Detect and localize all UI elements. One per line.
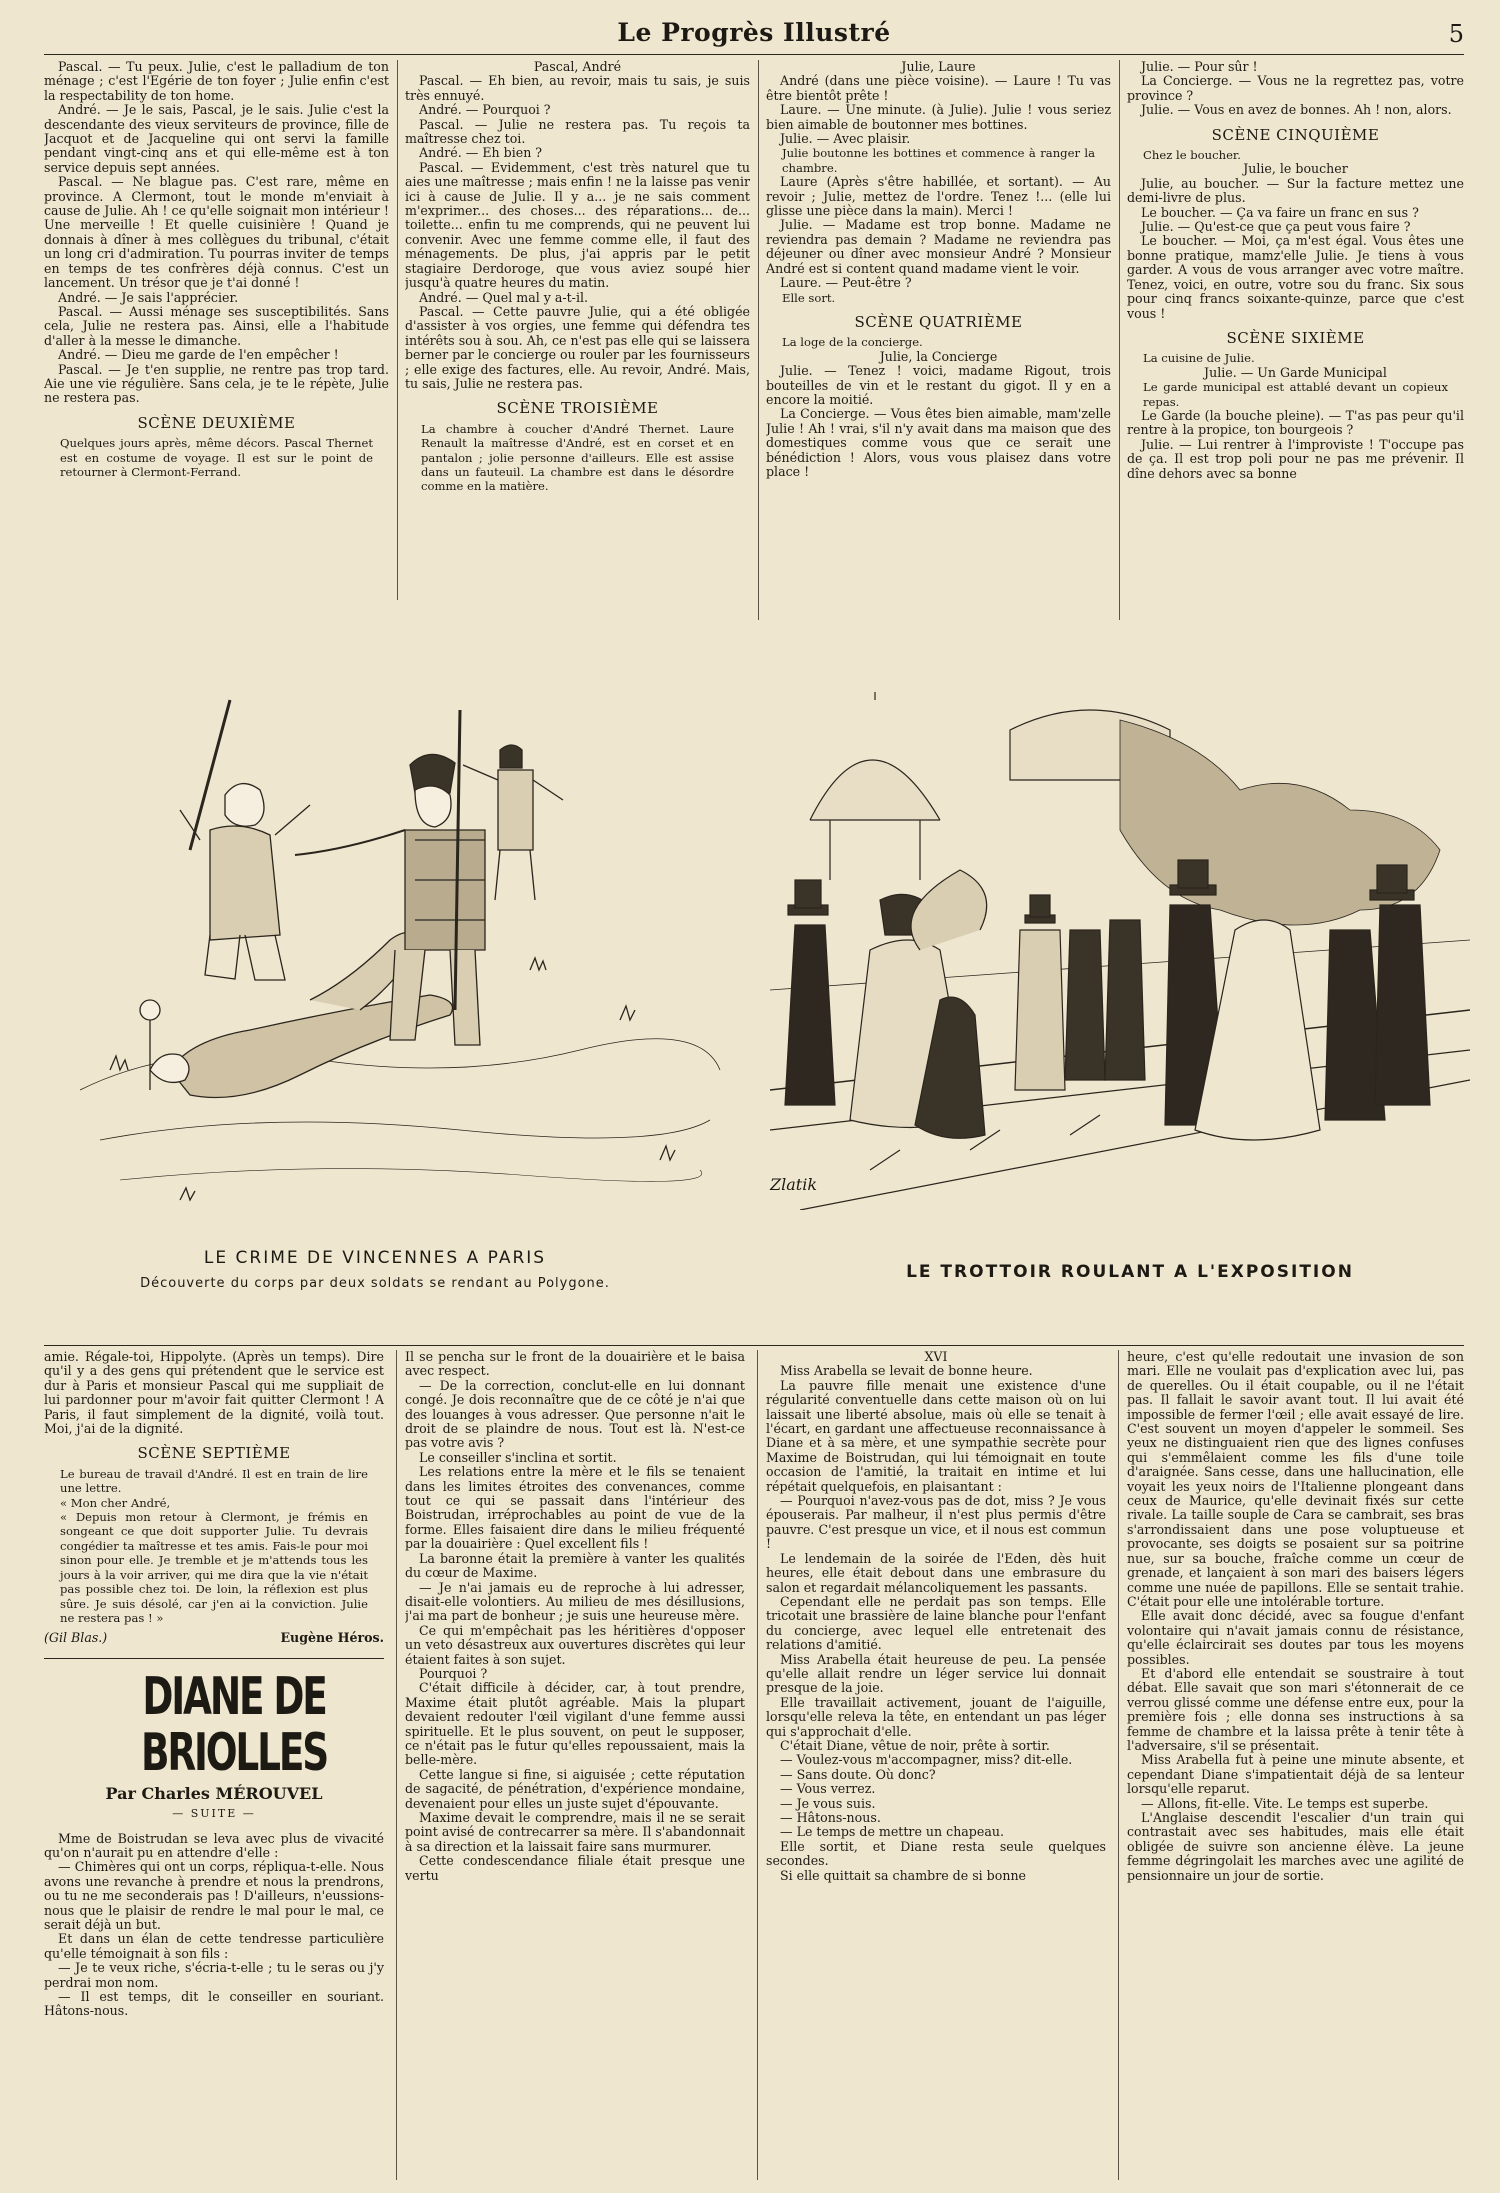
paragraph: La pauvre fille menait une existence d'une régularité conventuelle dans cette maison où on lui laissait une liberté absolue, mais où elle se tenait à l'écart, en gardant une affectueuse reconnaissance à Diane et à sa mère, et une sympathie secrète pour Maxime de Boistrudan, qui lui témoignait en toute occasion de l'amitié, la traitait en intime et lui répétait quelquefois, en plaisantant :: [766, 1377, 1106, 1494]
paragraph: Maxime devait le comprendre, mais il ne se serait point avisé de contrecarrer sa mère. Il s'abandonnait à sa direction et la laissait faire sans murmurer.: [405, 1810, 745, 1854]
paragraph: Pascal. — Julie ne restera pas. Tu reçois ta maîtresse chez toi.: [405, 116, 750, 147]
paragraph: C'était Diane, vêtue de noir, prête à sortir.: [780, 1737, 1050, 1753]
play-ending: [44, 1350, 384, 1625]
paragraph: heure, c'est qu'elle redoutait une invasion de son mari. Elle ne voulait pas d'explication avec lui, pas de querelles. Ou il était coupable, ou il ne l'était pas. Il fallait le savoir avant tout. Il lui avait été impossible de fermer l'œil ; elle avait essayé de lire. C'est souvent un moyen d'appeler le sommeil. Ses yeux ne distinguaient rien que des lignes confuses qui s'emmêlaient comme les fils d'une toile d'araignée. Sans cesse, dans une hallucination, elle voyait les yeux noirs de l'Italienne plongeant dans ceux de Maurice, qu'elle devinait fixés sur cette rivale. La taille souple de Cara se cambrait, ses bras s'arrondissaient dans une pose voluptueuse et provocante, ses doigts se posaient sur sa poitrine nue, sur sa bouche, fraîche comme un cœur de grenade, et lançaient à son mari des baisers légers comme une nuée de papillons. Elle se sentait trahie. C'était pour elle une intolérable torture.: [1127, 1350, 1464, 1609]
paragraph: Laure. — Peut-être ?: [780, 275, 912, 291]
column-divider: [396, 1350, 397, 2180]
paragraph: André (dans une pièce voisine). — Laure ! Tu vas être bientôt prête !: [766, 73, 1111, 103]
paragraph: Cependant elle ne perdait pas son temps. Elle tricotait une brassière de laine blanche pour l'enfant du concierge, avec lequel elle entretenait des relations d'amitié.: [766, 1593, 1106, 1653]
column-divider: [1119, 60, 1120, 620]
paragraph: Cette condescendance filiale était presque une vertu: [405, 1853, 745, 1883]
paragraph: La Concierge. — Vous ne la regrettez pas, votre province ?: [1127, 73, 1464, 103]
paragraph: amie. Régale-toi, Hippolyte. (Après un temps). Dire qu'il y a des gens qui prétendent que le service est dur à Paris et monsieur Pascal qui me suppliait de lui pardonner pour m'avoir fait quitter Clermont ! A Paris, il faut simplement de la dignité, voilà tout. Moi, j'ai de la dignité.: [44, 1350, 384, 1437]
paragraph: André. — Je le sais, Pascal, je le sais. Julie c'est la descendante des vieux serviteurs de province, fille de Jacquot et de Jacqueline qui ont servi la famille pendant vingt-cinq ans et qui elle-même est à ton service depuis sept années.: [44, 102, 389, 175]
paragraph: Julie, au boucher. — Sur la facture mettez une demi-livre de plus.: [1127, 175, 1464, 206]
top-column-1: [44, 60, 389, 640]
paragraph: Cette langue si fine, si aiguisée ; cette réputation de sagacité, de pénétration, d'expérience mondaine, devenaient pour elles un juste sujet d'épouvante.: [405, 1766, 745, 1811]
bottom-column-2: [405, 1350, 745, 2180]
paragraph: Julie. — Tenez ! voici, madame Rigout, trois bouteilles de vin et le restant du gigot. Il y en a encore la moitié.: [766, 363, 1111, 407]
paragraph: Si elle quittait sa chambre de si bonne: [780, 1867, 1027, 1883]
paragraph: Pascal. — Evidemment, c'est très naturel que tu aies une maîtresse ; mais enfin ! ne la laisse pas venir ici à cause de Julie. Il y a... je ne sais comment m'exprimer... des choses... des réparations... de... toilette... enfin tu me comprends, qui ne peuvent lui convenir. Avec une femme comme elle, il faut des ménagements. De plus, j'ai appris par le petit stagiaire Derdoroge, que vous aviez soupé hier jusqu'à quatre heures du matin.: [405, 159, 750, 291]
artist-signature: Zlatik: [770, 1175, 818, 1194]
character-line: Julie, le boucher: [1243, 161, 1348, 177]
stage-direction: « Mon cher André,: [60, 1495, 171, 1510]
stage-direction: La loge de la concierge.: [782, 335, 923, 350]
paragraph: Miss Arabella fut à peine une minute absente, et cependant Diane s'impatientait déjà de sa lenteur lorsqu'elle reparut.: [1127, 1752, 1464, 1797]
paragraph: — Sans doute. Où donc?: [780, 1766, 936, 1782]
scene-heading: SCÈNE QUATRIÈME: [854, 312, 1023, 331]
paragraph: Pascal. — Ne blague pas. C'est rare, même en province. A Clermont, tout le monde m'enviait à cause de Julie. Ah ! ce qu'elle soignait mon intérieur ! Une merveille ! Et quelle cuisinière ! Quand je donnais à dîner à mes collègues du tribunal, c'était un long cri d'admiration. Tu pourras inviter de temps en temps de tes confrères déjà connus. C'est un lancement. Un trésor que je t'ai donné !: [44, 174, 389, 291]
feuilleton-byline: Par Charles MÉROUVEL: [105, 1783, 323, 1803]
paragraph: Pascal. — Tu peux. Julie, c'est le palladium de ton ménage ; c'est l'Egérie de ton foyer ; Julie enfin c'est la respectability de ton home.: [44, 60, 389, 103]
character-line: Julie, Laure: [901, 60, 976, 74]
paragraph: Julie. — Avec plaisir.: [780, 131, 911, 147]
stage-direction: Julie boutonne les bottines et commence à ranger la chambre.: [782, 146, 1095, 175]
top-column-3: [766, 60, 1111, 640]
feuilleton-text: [44, 1832, 384, 2019]
paragraph: Le conseiller s'inclina et sortit.: [419, 1449, 617, 1465]
paragraph: Et dans un élan de cette tendresse particulière qu'elle témoignait à son fils :: [44, 1931, 384, 1961]
stage-direction: La cuisine de Julie.: [1143, 351, 1255, 366]
bottom-column-3: [766, 1350, 1106, 2180]
caption-left-subtitle: Découverte du corps par deux soldats se rendant au Polygone.: [140, 1276, 610, 1291]
paragraph: — Il est temps, dit le conseiller en souriant. Hâtons-nous.: [44, 1989, 384, 2019]
feuilleton-suite: — SUITE —: [172, 1807, 256, 1821]
top-column-4: [1127, 60, 1464, 616]
bottom-column-1: [44, 1350, 384, 2180]
paragraph: La Concierge. — Vous êtes bien aimable, mam'zelle Julie ! Ah ! vrai, s'il n'y avait dans ma maison que des domestiques comme vous que ce serait une bénédiction ! Alors, vous vous plaisez dans votre place !: [766, 406, 1111, 479]
paragraph: Mme de Boistrudan se leva avec plus de vivacité qu'on n'aurait pu en attendre d'elle :: [44, 1830, 384, 1860]
stage-direction: Chez le boucher.: [1143, 148, 1241, 163]
paragraph: Elle sortit, et Diane resta seule quelques secondes.: [766, 1838, 1106, 1869]
character-line: Julie, la Concierge: [879, 348, 998, 364]
section-rule: [44, 1345, 1464, 1346]
caption-left-title: LE CRIME DE VINCENNES A PARIS: [203, 1248, 547, 1268]
paragraph: André. — Pourquoi ?: [419, 102, 551, 118]
paragraph: — Vous verrez.: [780, 1781, 876, 1797]
column-divider: [1118, 1350, 1119, 2180]
paragraph: — Je vous suis.: [780, 1795, 876, 1811]
feuilleton-title: DIANE DE BRIOLLES: [140, 1666, 328, 1783]
paragraph: Julie. — Vous en avez de bonnes. Ah ! non, alors.: [1141, 102, 1452, 118]
signature-line: [44, 1631, 384, 1645]
stage-direction: Quelques jours après, même décors. Pascal Thernet est en costume de voyage. Il est sur le point de retourner à Clermont-Ferrand.: [60, 436, 373, 479]
paragraph: Ce qui m'empêchait pas les héritières d'opposer un veto désastreux aux ouvertures discrètes qui leur étaient faites à son sujet.: [405, 1622, 745, 1667]
paragraph: Pascal. — Cette pauvre Julie, qui a été obligée d'assister à vos orgies, une femme qui défendra tes intérêts sou à sou. Ah, ce n'est pas elle qui se laissera berner par le concierge ou rouler par les fournisseurs ; elle exige des factures, elle. Au revoir, André. Mais, tu sais, Julie ne restera pas.: [405, 303, 750, 391]
paragraph: Pascal. — Eh bien, au revoir, mais tu sais, je suis très ennuyé.: [405, 73, 750, 103]
column-divider: [757, 1350, 758, 2180]
paragraph: André. — Quel mal y a-t-il.: [419, 289, 589, 305]
top-column-2: [405, 60, 750, 640]
signature-author: Eugène Héros.: [280, 1630, 384, 1646]
paragraph: — Le temps de mettre un chapeau.: [780, 1824, 1004, 1840]
paragraph: Et d'abord elle entendait se soustraire à tout débat. Elle savait que son mari s'étonnerait de ce verrou glissé comme une défense entre eux, pour la première fois ; elle donna ses instructions à sa femme de chambre et la laissa prête à tenir tête à l'adversaire, s'il se présentait.: [1127, 1665, 1464, 1753]
paragraph: Le lendemain de la soirée de l'Eden, dès huit heures, elle était debout dans une embrasure du salon et regardait mélancoliquement les passants.: [766, 1550, 1106, 1595]
paragraph: Laure (Après s'être habillée, et sortant). — Au revoir ; Julie, mettez de l'ordre. Tenez !... (elle lui glisse une pièce dans la main). Merci !: [766, 174, 1111, 219]
stage-direction: Le garde municipal est attablé devant un copieux repas.: [1143, 380, 1448, 409]
paragraph: Le boucher. — Moi, ça m'est égal. Vous êtes une bonne pratique, mamz'elle Julie. Je tiens à vous garder. A vous de vous arranger avec votre maître. Tenez, voici, en outre, votre sou du franc. Six sous pour cinq francs soixante-quinze, parce que c'est vous !: [1127, 233, 1464, 321]
paragraph: Le boucher. — Ça va faire un franc en sus ?: [1141, 204, 1419, 220]
paragraph: C'était difficile à décider, car, à tout prendre, Maxime était plutôt agréable. Mais la plupart devaient redouter l'œil vigilant d'une femme aussi spirituelle. Et le plus souvent, on peut le supposer, ce n'était pas le futur qu'elles repoussaient, mais la belle-mère.: [405, 1680, 745, 1768]
paragraph: Pascal. — Aussi ménage ses susceptibilités. Sans cela, Julie ne restera pas. Ainsi, elle a l'habitude d'aller à la messe le dimanche.: [44, 303, 389, 348]
scene-heading: SCÈNE TROISIÈME: [496, 399, 659, 418]
character-line: XVI: [924, 1350, 948, 1364]
paragraph: Laure. — Une minute. (à Julie). Julie ! vous seriez bien aimable de boutonner mes bottines.: [766, 102, 1111, 132]
paragraph: — Allons, fit-elle. Vite. Le temps est superbe.: [1141, 1795, 1429, 1811]
scene-heading: SCÈNE CINQUIÈME: [1211, 125, 1380, 144]
crime-de-vincennes-illustration: [60, 640, 740, 1220]
scene-heading: SCÈNE SIXIÈME: [1226, 328, 1365, 347]
paragraph: Miss Arabella était heureuse de peu. La pensée qu'elle allait rendre un léger service lui donnait presque de la joie.: [766, 1651, 1106, 1696]
character-line: Pascal, André: [533, 60, 622, 74]
paragraph: André. — Dieu me garde de l'en empêcher !: [58, 347, 339, 363]
paragraph: Pascal. — Je t'en supplie, ne rentre pas trop tard. Aie une vie régulière. Sans cela, je te le répète, Julie ne restera pas.: [44, 361, 389, 406]
paragraph: — Je n'ai jamais eu de reproche à lui adresser, disait-elle volontiers. Au milieu de mes désillusions, j'ai ma part de bonheur ; je suis une heureuse mère.: [405, 1579, 745, 1624]
paragraph: — Hâtons-nous.: [780, 1810, 881, 1825]
stage-direction: Elle sort.: [782, 290, 836, 305]
paragraph: Pourquoi ?: [419, 1665, 488, 1681]
stage-direction: « Depuis mon retour à Clermont, je frémis en songeant ce que doit supporter Julie. Tu devrais congédier ta maîtresse et tes amis. Fais-le pour moi sinon pour elle. Je tremble et je m'attends tous les jours à la voir arriver, qui me dira que la vie n'était pas possible chez toi. De loin, la réflexion est plus sûre. Je suis désolé, car j'en ai la conviction. Julie ne restera pas ! »: [60, 1510, 368, 1625]
page-header: [44, 14, 1464, 54]
paragraph: Julie. — Qu'est-ce que ça peut vous faire ?: [1141, 219, 1411, 235]
column-divider: [758, 60, 759, 620]
scene-heading: SCÈNE DEUXIÈME: [137, 413, 296, 432]
stage-direction: La chambre à coucher d'André Thernet. Laure Renault la maîtresse d'André, est en corset et en pantalon ; jolie personne d'ailleurs. Elle est assise dans un fauteuil. La chambre est dans le désordre comme en la matière.: [421, 421, 734, 494]
paragraph: Julie. — Lui rentrer à l'improviste ! T'occupe pas de ça. Il est trop poli pour ne pas me prévenir. Il dîne dehors avec sa bonne: [1127, 436, 1464, 481]
stage-direction: Le bureau de travail d'André. Il est en train de lire une lettre.: [60, 1466, 368, 1496]
paragraph: — Pourquoi n'avez-vous pas de dot, miss ? Je vous épouserais. Par malheur, il n'est plus permis d'être pauvre. C'est presque un vice, et il nous est commun !: [766, 1493, 1106, 1552]
paragraph: L'Anglaise descendit l'escalier d'un train qui contrastait avec ses habitudes, mais elle était obligée de suivre son ancienne élève. La jeune femme dégringolait les marches avec une agilité de pensionnaire un jour de sortie.: [1127, 1810, 1464, 1883]
character-line: Julie. — Un Garde Municipal: [1204, 364, 1387, 380]
paragraph: Julie. — Madame est trop bonne. Madame ne reviendra pas demain ? Madame ne reviendra pas déjeuner ou dîner avec monsieur André ? Monsieur André est si content quand madame vient le voir.: [766, 217, 1111, 276]
paragraph: André. — Je sais l'apprécier.: [58, 289, 239, 305]
signature-source: (Gil Blas.): [44, 1630, 108, 1646]
column-divider: [397, 60, 398, 600]
paragraph: Elle travaillait activement, jouant de l'aiguille, lorsqu'elle releva la tête, en entendant un pas léger qui s'approchait d'elle.: [766, 1694, 1106, 1739]
feuilleton-rule: [44, 1658, 384, 1659]
paragraph: Elle avait donc décidé, avec sa fougue d'enfant volontaire qui n'avait jamais connu de résistance, qu'elle éclaircirait ses doutes par tous les moyens possibles.: [1127, 1608, 1464, 1667]
paragraph: André. — Eh bien ?: [419, 145, 543, 161]
paragraph: Julie. — Pour sûr !: [1141, 60, 1258, 74]
bottom-column-4: [1127, 1350, 1464, 2180]
paragraph: Il se pencha sur le front de la douairière et le baisa avec respect.: [405, 1350, 745, 1379]
paragraph: — Je te veux riche, s'écria-t-elle ; tu le seras ou j'y perdrai mon nom.: [44, 1960, 384, 1990]
scene-heading: SCÈNE SEPTIÈME: [137, 1444, 291, 1463]
caption-left: [70, 1248, 680, 1291]
paragraph: — Chimères qui ont un corps, répliqua-t-elle. Nous avons une revanche à prendre et nous la prendrons, ou tu ne me seconderais pas ! D'ailleurs, n'eussions-nous que le plaisir de rendre le mal pour le mal, ce serait déjà un but.: [44, 1859, 384, 1932]
header-rule: [44, 54, 1464, 55]
paragraph: Miss Arabella se levait de bonne heure.: [780, 1363, 1033, 1379]
paragraph: La baronne était la première à vanter les qualités du cœur de Maxime.: [405, 1550, 745, 1581]
newspaper-title: Le Progrès Illustré: [617, 18, 891, 47]
caption-right-title: LE TROTTOIR ROULANT A L'EXPOSITION: [906, 1262, 1354, 1282]
trottoir-roulant-illustration: [770, 690, 1470, 1210]
page-number: 5: [1448, 20, 1464, 48]
paragraph: — Voulez-vous m'accompagner, miss? dit-elle.: [780, 1752, 1073, 1768]
paragraph: Le Garde (la bouche pleine). — T'as pas peur qu'il rentre à la propice, ton bourgeois ?: [1127, 407, 1464, 438]
paragraph: Les relations entre la mère et le fils se tenaient dans les limites étroites des convenances, comme tout ce qui se passait dans l'intérieur des Boistrudan, irréprochables au point de vue de la forme. Elles faisaient dire dans le milieu fréquenté par la douairière : Quel excellent fils !: [405, 1464, 745, 1552]
paragraph: — De la correction, conclut-elle en lui donnant congé. Je dois reconnaître que de ce côté je n'ai que des louanges à vous adresser. Que personne n'ait le droit de se plaindre de nous. Tout est là. N'est-ce pas votre avis ?: [405, 1377, 745, 1451]
